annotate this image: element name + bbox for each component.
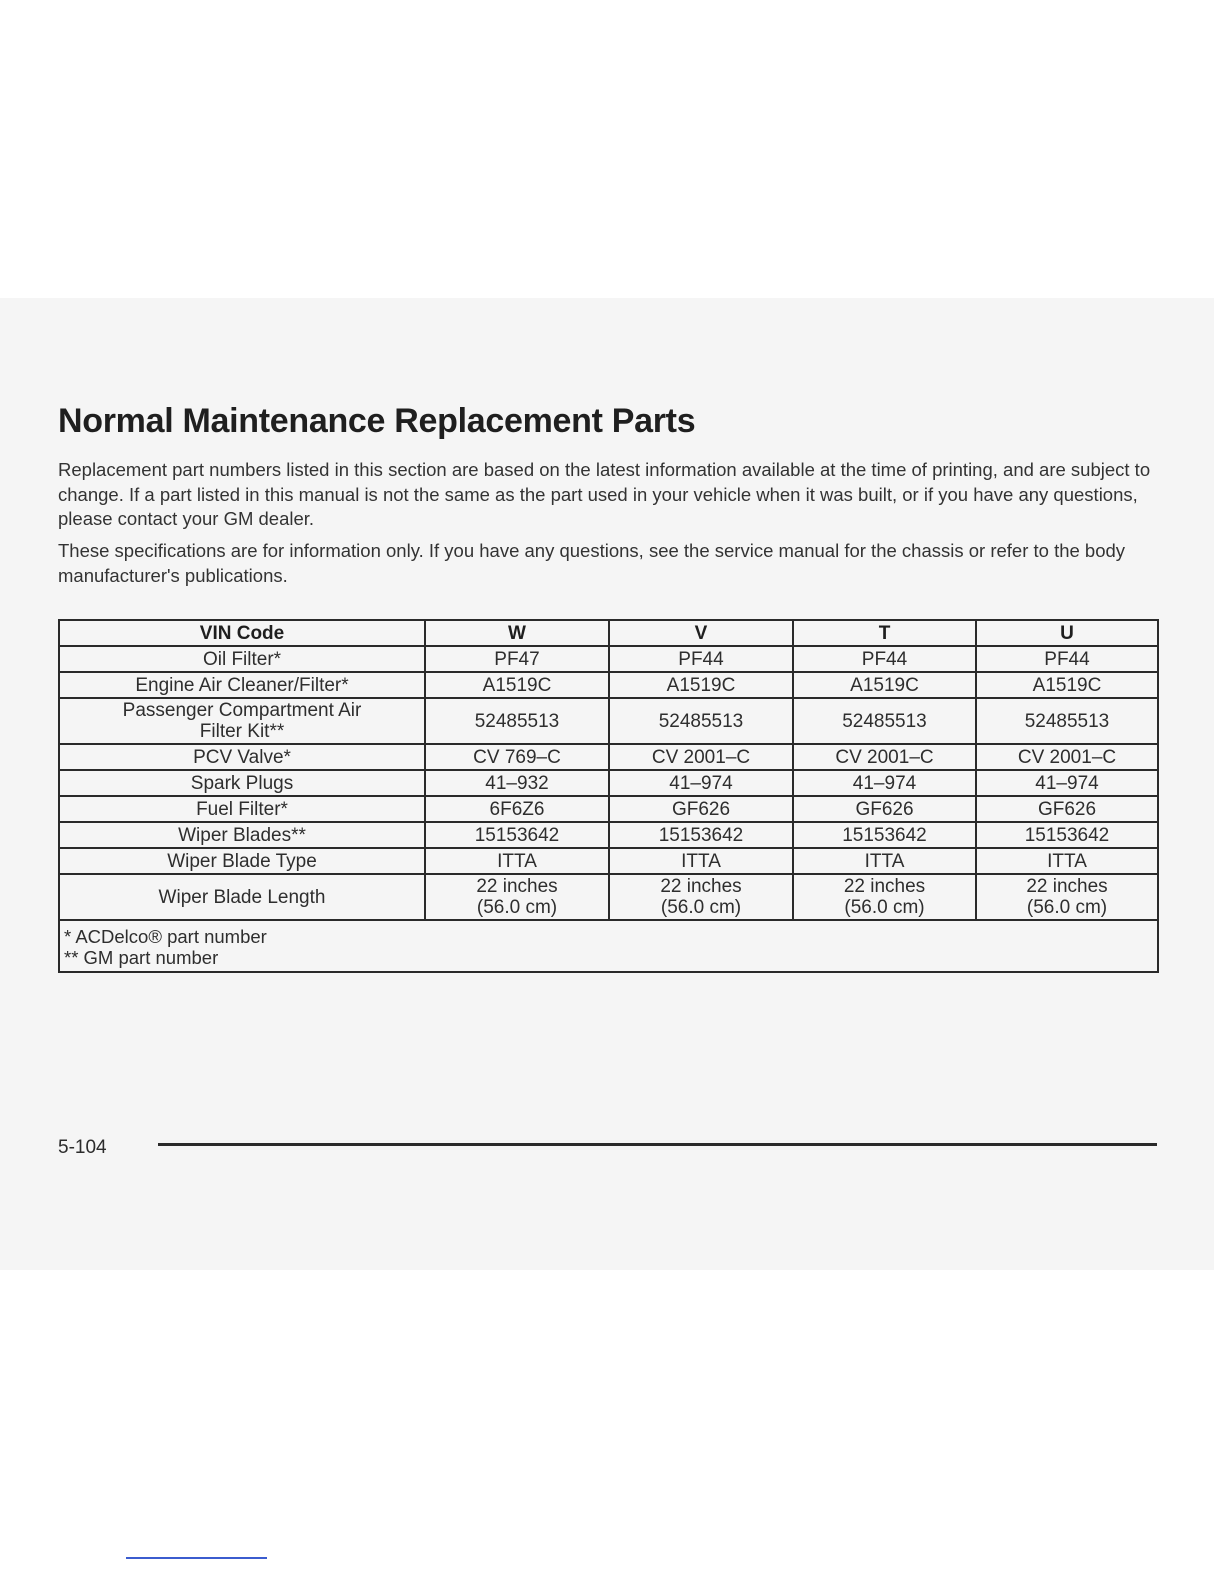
table-cell: 52485513 — [793, 698, 976, 744]
table-cell: A1519C — [976, 672, 1158, 698]
footer-rule — [158, 1143, 1157, 1146]
header-vin-u: U — [976, 620, 1158, 646]
table-cell: 41–932 — [425, 770, 609, 796]
table-row — [59, 744, 1158, 770]
table-cell: 15153642 — [425, 822, 609, 848]
table-cell: 15153642 — [793, 822, 976, 848]
row-label: Engine Air Cleaner/Filter* — [59, 672, 425, 698]
table-row — [59, 672, 1158, 698]
table-cell: A1519C — [793, 672, 976, 698]
table-cell: 22 inches (56.0 cm) — [609, 874, 793, 920]
table-cell: CV 769–C — [425, 744, 609, 770]
table-row — [59, 698, 1158, 744]
row-label: PCV Valve* — [59, 744, 425, 770]
table-cell: 41–974 — [793, 770, 976, 796]
table-row — [59, 822, 1158, 848]
table-cell: 22 inches (56.0 cm) — [793, 874, 976, 920]
footnote-gm: ** GM part number — [64, 947, 219, 968]
page-title: Normal Maintenance Replacement Parts — [58, 402, 696, 440]
specifications-paragraph: These specifications are for information only. If you have any questions, see the service manual for the chassis or refer to the body manufacturer's publications. — [58, 540, 1126, 586]
table-cell: PF44 — [976, 646, 1158, 672]
table-header-row — [59, 620, 1158, 646]
table-cell: PF44 — [793, 646, 976, 672]
table-cell: 22 inches (56.0 cm) — [425, 874, 609, 920]
row-label: Spark Plugs — [59, 770, 425, 796]
table-cell: GF626 — [609, 796, 793, 822]
table-cell: 15153642 — [976, 822, 1158, 848]
table-cell: PF47 — [425, 646, 609, 672]
intro-paragraph: Replacement part numbers listed in this section are based on the latest information available at the time of printing, and are subject to change. If a part listed in this manual is not the same as the part used in your vehicle when it was built, or if you have any questions, please contact your GM dealer. — [58, 459, 1151, 529]
table-cell: 52485513 — [609, 698, 793, 744]
header-vin-code: VIN Code — [59, 620, 425, 646]
row-label: Oil Filter* — [59, 646, 425, 672]
footnote-acdelco: * ACDelco® part number — [64, 926, 267, 947]
table-cell: ITTA — [793, 848, 976, 874]
table-cell: 15153642 — [609, 822, 793, 848]
table-cell: 41–974 — [976, 770, 1158, 796]
table-cell: CV 2001–C — [609, 744, 793, 770]
table-row — [59, 646, 1158, 672]
table-row — [59, 796, 1158, 822]
table-cell: PF44 — [609, 646, 793, 672]
page-number: 5-104 — [58, 1137, 107, 1158]
table-cell: ITTA — [976, 848, 1158, 874]
table-cell: 52485513 — [425, 698, 609, 744]
row-label: Passenger Compartment Air Filter Kit** — [59, 698, 425, 744]
table-row — [59, 874, 1158, 920]
table-footnote-row — [59, 920, 1158, 972]
table-cell: CV 2001–C — [976, 744, 1158, 770]
table-footnotes — [59, 920, 1158, 972]
table-cell: 41–974 — [609, 770, 793, 796]
replacement-parts-table — [58, 619, 1159, 973]
table-cell: 6F6Z6 — [425, 796, 609, 822]
table-cell: 22 inches (56.0 cm) — [976, 874, 1158, 920]
row-label: Fuel Filter* — [59, 796, 425, 822]
header-vin-v: V — [609, 620, 793, 646]
table-cell: A1519C — [425, 672, 609, 698]
table-cell: A1519C — [609, 672, 793, 698]
table-cell: GF626 — [793, 796, 976, 822]
header-vin-t: T — [793, 620, 976, 646]
row-label: Wiper Blades** — [59, 822, 425, 848]
row-label: Wiper Blade Length — [59, 874, 425, 920]
table-cell: ITTA — [609, 848, 793, 874]
table-cell: ITTA — [425, 848, 609, 874]
table-cell: CV 2001–C — [793, 744, 976, 770]
table-row — [59, 770, 1158, 796]
table-row — [59, 848, 1158, 874]
row-label: Wiper Blade Type — [59, 848, 425, 874]
bottom-underline-divider — [126, 1557, 267, 1559]
table-cell: 52485513 — [976, 698, 1158, 744]
header-vin-w: W — [425, 620, 609, 646]
table-cell: GF626 — [976, 796, 1158, 822]
